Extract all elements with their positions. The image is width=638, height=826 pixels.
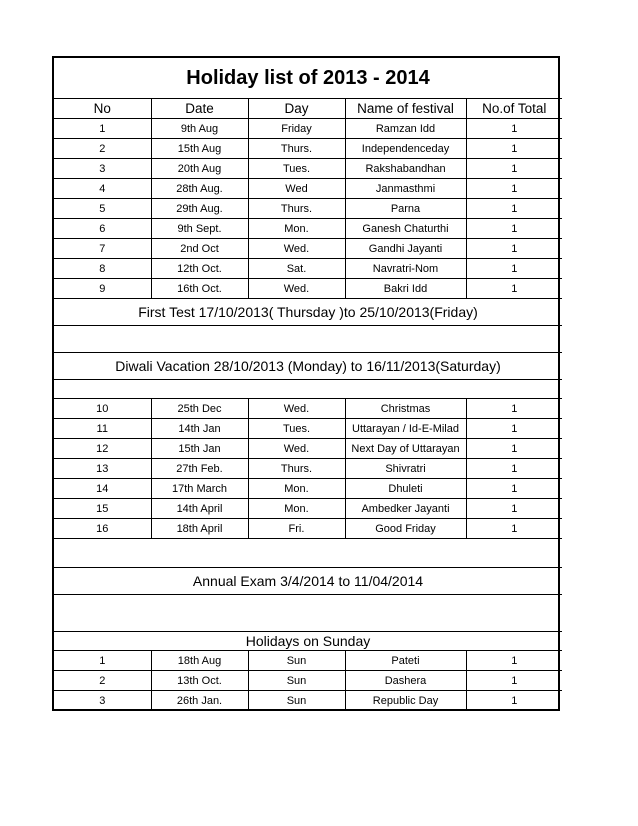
cell-festival: Parna	[345, 199, 466, 219]
cell-date: 15th Jan	[151, 439, 248, 459]
cell-total: 1	[466, 439, 562, 459]
cell-festival: Independenceday	[345, 139, 466, 159]
table-row	[54, 239, 562, 259]
header-festival: Name of festival	[345, 99, 466, 119]
cell-date: 26th Jan.	[151, 691, 248, 711]
cell-day: Wed	[248, 179, 345, 199]
cell-day: Wed.	[248, 279, 345, 299]
sunday-holidays-heading: Holidays on Sunday	[54, 632, 562, 651]
cell-day: Fri.	[248, 519, 345, 539]
cell-festival: Ramzan Idd	[345, 119, 466, 139]
header-total: No.of Total	[466, 99, 562, 119]
cell-no: 6	[54, 219, 151, 239]
cell-date: 14th Jan	[151, 419, 248, 439]
cell-festival: Republic Day	[345, 691, 466, 711]
cell-day: Thurs.	[248, 459, 345, 479]
cell-no: 1	[54, 651, 151, 671]
cell-festival: Pateti	[345, 651, 466, 671]
cell-no: 8	[54, 259, 151, 279]
table-row	[54, 651, 562, 671]
cell-date: 27th Feb.	[151, 459, 248, 479]
cell-no: 13	[54, 459, 151, 479]
cell-no: 11	[54, 419, 151, 439]
table-row	[54, 179, 562, 199]
cell-no: 7	[54, 239, 151, 259]
cell-festival: Dhuleti	[345, 479, 466, 499]
cell-festival: Ambedker Jayanti	[345, 499, 466, 519]
blank-row	[54, 595, 562, 632]
table-row	[54, 139, 562, 159]
annual-exam-note: Annual Exam 3/4/2014 to 11/04/2014	[54, 568, 562, 595]
cell-festival: Good Friday	[345, 519, 466, 539]
table-row	[54, 499, 562, 519]
cell-no: 10	[54, 399, 151, 419]
cell-total: 1	[466, 691, 562, 711]
cell-day: Thurs.	[248, 199, 345, 219]
cell-total: 1	[466, 179, 562, 199]
cell-date: 18th Aug	[151, 651, 248, 671]
cell-no: 9	[54, 279, 151, 299]
cell-festival: Rakshabandhan	[345, 159, 466, 179]
holiday-sheet	[52, 56, 560, 711]
table-row	[54, 259, 562, 279]
cell-total: 1	[466, 651, 562, 671]
cell-date: 29th Aug.	[151, 199, 248, 219]
cell-day: Friday	[248, 119, 345, 139]
cell-date: 15th Aug	[151, 139, 248, 159]
cell-day: Thurs.	[248, 139, 345, 159]
cell-total: 1	[466, 139, 562, 159]
header-row	[54, 99, 562, 119]
cell-date: 20th Aug	[151, 159, 248, 179]
cell-festival: Bakri Idd	[345, 279, 466, 299]
cell-date: 9th Sept.	[151, 219, 248, 239]
table-row	[54, 219, 562, 239]
cell-date: 9th Aug	[151, 119, 248, 139]
blank-row	[54, 326, 562, 353]
table-row	[54, 459, 562, 479]
cell-day: Mon.	[248, 479, 345, 499]
table-row	[54, 479, 562, 499]
cell-total: 1	[466, 399, 562, 419]
table-row	[54, 199, 562, 219]
cell-no: 12	[54, 439, 151, 459]
header-day: Day	[248, 99, 345, 119]
cell-no: 2	[54, 671, 151, 691]
cell-total: 1	[466, 199, 562, 219]
header-no: No	[54, 99, 151, 119]
cell-date: 13th Oct.	[151, 671, 248, 691]
blank-row	[54, 539, 562, 568]
cell-date: 18th April	[151, 519, 248, 539]
table-row	[54, 279, 562, 299]
cell-date: 17th March	[151, 479, 248, 499]
header-date: Date	[151, 99, 248, 119]
cell-total: 1	[466, 419, 562, 439]
page-title: Holiday list of 2013 - 2014	[54, 58, 562, 99]
cell-total: 1	[466, 259, 562, 279]
cell-no: 3	[54, 691, 151, 711]
cell-day: Tues.	[248, 419, 345, 439]
cell-no: 15	[54, 499, 151, 519]
first-test-note: First Test 17/10/2013( Thursday )to 25/10/2013(Friday)	[54, 299, 562, 326]
cell-no: 16	[54, 519, 151, 539]
cell-day: Mon.	[248, 219, 345, 239]
cell-festival: Gandhi Jayanti	[345, 239, 466, 259]
cell-date: 2nd Oct	[151, 239, 248, 259]
diwali-vacation-note: Diwali Vacation 28/10/2013 (Monday) to 16/11/2013(Saturday)	[54, 353, 562, 380]
cell-total: 1	[466, 279, 562, 299]
cell-total: 1	[466, 239, 562, 259]
cell-festival: Shivratri	[345, 459, 466, 479]
cell-day: Tues.	[248, 159, 345, 179]
cell-total: 1	[466, 119, 562, 139]
blank-row	[54, 380, 562, 399]
cell-date: 14th April	[151, 499, 248, 519]
cell-day: Sun	[248, 651, 345, 671]
table-row	[54, 119, 562, 139]
table-row	[54, 419, 562, 439]
holiday-table	[54, 58, 562, 710]
cell-date: 25th Dec	[151, 399, 248, 419]
cell-no: 14	[54, 479, 151, 499]
cell-no: 2	[54, 139, 151, 159]
table-row	[54, 439, 562, 459]
table-row	[54, 519, 562, 539]
cell-day: Mon.	[248, 499, 345, 519]
cell-date: 12th Oct.	[151, 259, 248, 279]
cell-total: 1	[466, 459, 562, 479]
cell-festival: Christmas	[345, 399, 466, 419]
cell-no: 5	[54, 199, 151, 219]
table-row	[54, 691, 562, 711]
table-row	[54, 159, 562, 179]
cell-total: 1	[466, 479, 562, 499]
cell-festival: Uttarayan / Id-E-Milad	[345, 419, 466, 439]
cell-day: Wed.	[248, 439, 345, 459]
cell-day: Sun	[248, 691, 345, 711]
cell-date: 16th Oct.	[151, 279, 248, 299]
cell-total: 1	[466, 159, 562, 179]
cell-total: 1	[466, 671, 562, 691]
cell-day: Wed.	[248, 399, 345, 419]
cell-festival: Dashera	[345, 671, 466, 691]
cell-festival: Ganesh Chaturthi	[345, 219, 466, 239]
cell-festival: Navratri-Nom	[345, 259, 466, 279]
cell-festival: Next Day of Uttarayan	[345, 439, 466, 459]
cell-no: 4	[54, 179, 151, 199]
cell-no: 1	[54, 119, 151, 139]
cell-festival: Janmasthmi	[345, 179, 466, 199]
cell-total: 1	[466, 219, 562, 239]
cell-day: Wed.	[248, 239, 345, 259]
cell-no: 3	[54, 159, 151, 179]
cell-day: Sat.	[248, 259, 345, 279]
cell-total: 1	[466, 499, 562, 519]
table-row	[54, 399, 562, 419]
cell-day: Sun	[248, 671, 345, 691]
cell-total: 1	[466, 519, 562, 539]
table-row	[54, 671, 562, 691]
cell-date: 28th Aug.	[151, 179, 248, 199]
